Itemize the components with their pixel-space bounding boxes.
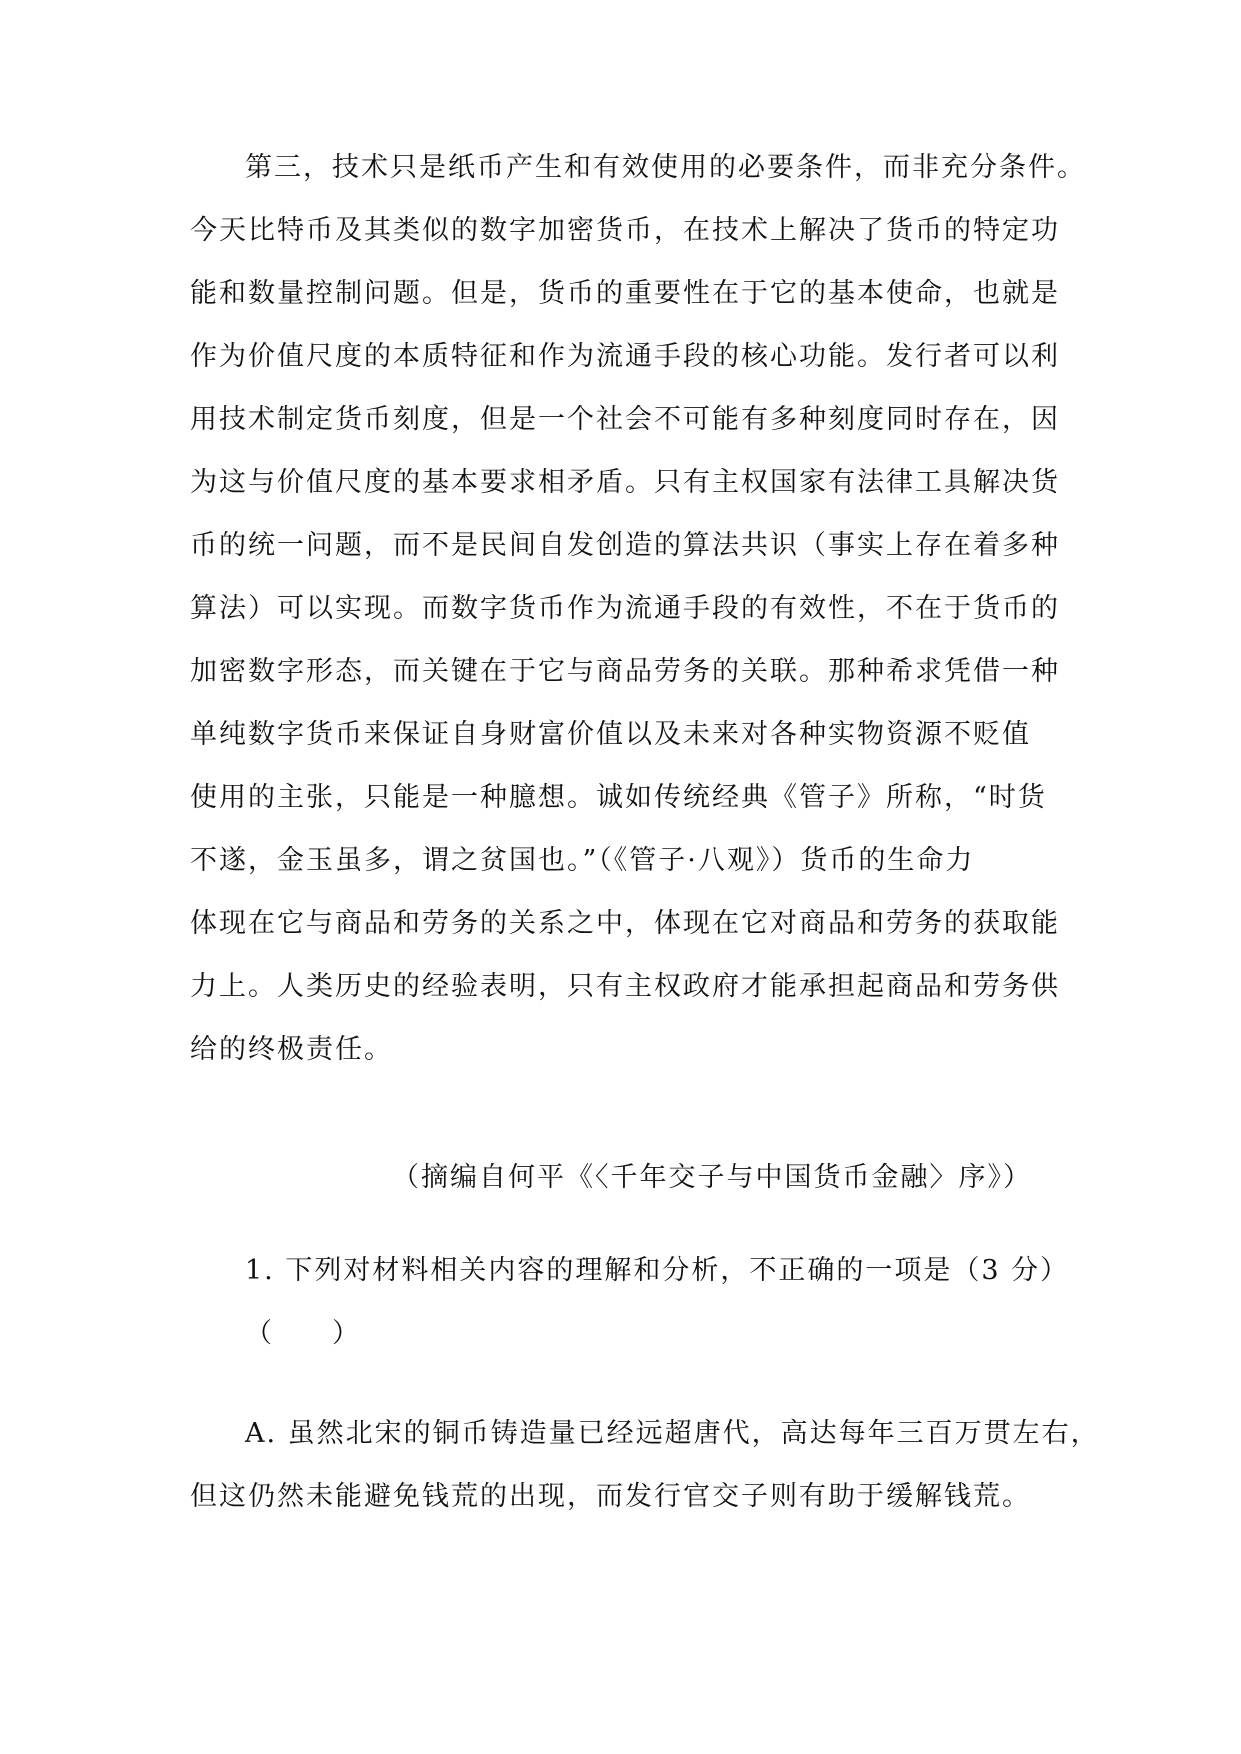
passage-line: 币的统一问题，而不是民间自发创造的算法共识（事实上存在着多种 [190,530,1060,561]
passage-line: 为这与价值尺度的基本要求相矛盾。只有主权国家有法律工具解决货 [190,467,1060,498]
passage-line: 能和数量控制问题。但是，货币的重要性在于它的基本使命，也就是 [190,278,1060,309]
passage-line: 给的终极责任。 [190,1034,393,1065]
passage-source: （摘编自何平《〈千年交子与中国货币金融〉序》） [392,1162,1032,1193]
passage-line: 力上。人类历史的经验表明，只有主权政府才能承担起商品和劳务供 [190,971,1060,1002]
option-a-line: A. 虽然北宋的铜币铸造量已经远超唐代，高达每年三百万贯左右， [245,1418,1100,1449]
passage-line: 使用的主张，只能是一种臆想。诚如传统经典《管子》所称，“时货 [190,782,1047,813]
passage-line: 单纯数字货币来保证自身财富价值以及未来对各种实物资源不贬值 [190,719,1031,750]
passage-line: 用技术制定货币刻度，但是一个社会不可能有多种刻度同时存在，因 [190,404,1060,435]
passage-line: 不遂，金玉虽多，谓之贫国也。”（《管子·八观》）货币的生命力 [190,845,975,876]
passage-line: 算法）可以实现。而数字货币作为流通手段的有效性，不在于货币的 [190,593,1060,624]
passage-line: 作为价值尺度的本质特征和作为流通手段的核心功能。发行者可以利 [190,341,1060,372]
passage-line: 加密数字形态，而关键在于它与商品劳务的关联。那种希求凭借一种 [190,656,1060,687]
question-title: 1. 下列对材料相关内容的理解和分析，不正确的一项是（3 分） [245,1255,1070,1286]
option-a-line: 但这仍然未能避免钱荒的出现，而发行官交子则有助于缓解钱荒。 [190,1481,1031,1512]
passage-line: 第三，技术只是纸币产生和有效使用的必要条件，而非充分条件。 [245,152,1086,183]
passage-line: 体现在它与商品和劳务的关系之中，体现在它对商品和劳务的获取能 [190,908,1060,939]
passage-line: 今天比特币及其类似的数字加密货币，在技术上解决了货币的特定功 [190,215,1060,246]
answer-paren: （ ） [245,1318,361,1349]
